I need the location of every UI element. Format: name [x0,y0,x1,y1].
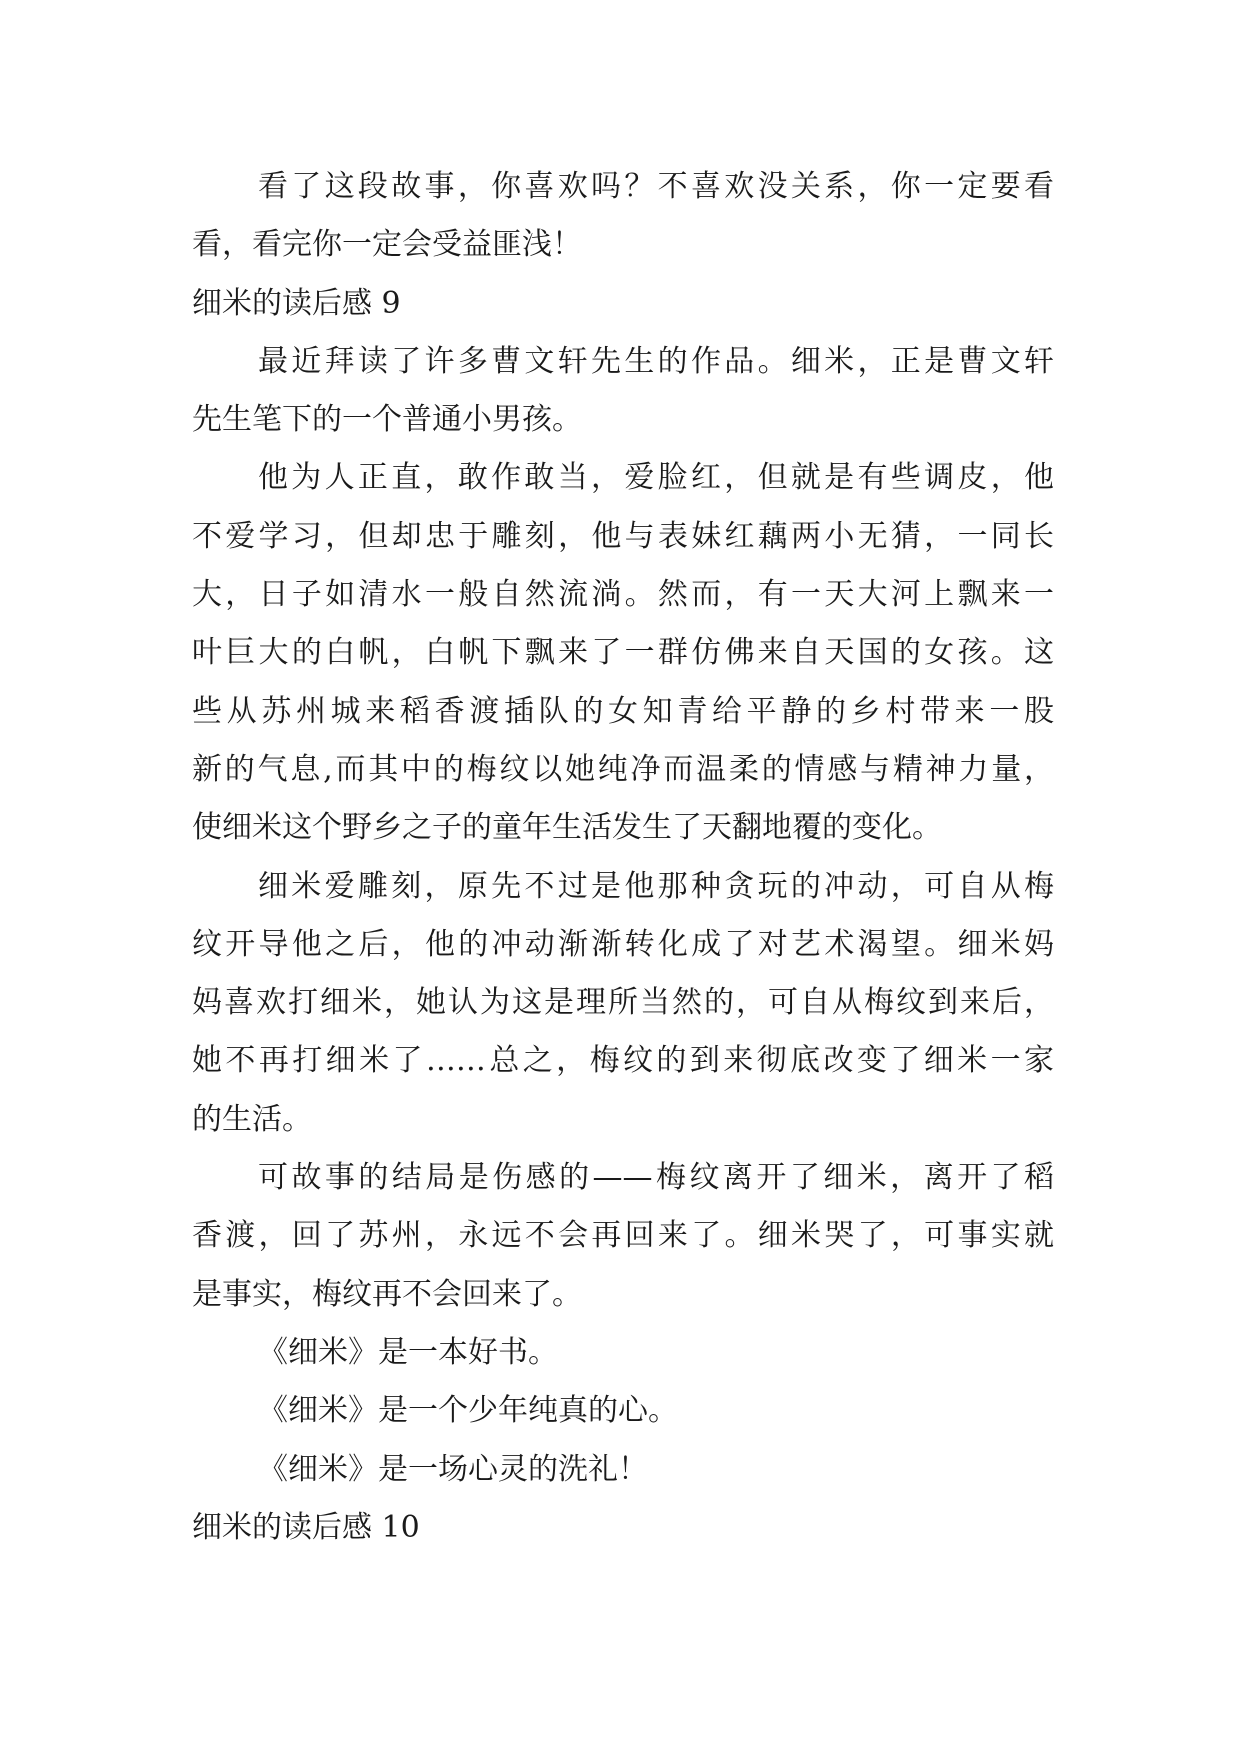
paragraph-line: 看，看完你一定会受益匪浅！ [192,227,582,263]
paragraph-line: 可故事的结局是伤感的——梅纹离开了细米，离开了稻 [258,1160,1054,1196]
paragraph-line: 《细米》是一场心灵的洗礼！ [258,1451,648,1487]
paragraph-line: 的生活。 [192,1101,312,1137]
document-page [192,158,1054,1557]
section-heading: 细米的读后感 10 [192,1509,420,1545]
paragraph-line: 些从苏州城来稻香渡插队的女知青给平静的乡村带来一股 [192,693,1054,729]
paragraph-line: 《细米》是一个少年纯真的心。 [258,1393,678,1429]
paragraph-line: 大，日子如清水一般自然流淌。然而，有一天大河上飘来一 [192,577,1054,613]
paragraph-line: 纹开导他之后，他的冲动渐渐转化成了对艺术渴望。细米妈 [192,926,1054,962]
section-heading: 细米的读后感 9 [192,285,401,321]
paragraph-line: 细米爱雕刻，原先不过是他那种贪玩的冲动，可自从梅 [258,868,1054,904]
paragraph-line: 最近拜读了许多曹文轩先生的作品。细米，正是曹文轩 [258,343,1054,379]
paragraph-line: 使细米这个野乡之子的童年生活发生了天翻地覆的变化。 [192,810,942,846]
paragraph-line: 叶巨大的白帆，白帆下飘来了一群仿佛来自天国的女孩。这 [192,635,1054,671]
paragraph-line: 妈喜欢打细米，她认为这是理所当然的，可自从梅纹到来后， [192,985,1054,1021]
paragraph-line: 《细米》是一本好书。 [258,1334,558,1370]
paragraph-line: 新的气息,而其中的梅纹以她纯净而温柔的情感与精神力量， [192,751,1054,787]
paragraph-line: 他为人正直，敢作敢当，爱脸红，但就是有些调皮，他 [258,460,1054,496]
paragraph-line: 是事实，梅纹再不会回来了。 [192,1276,582,1312]
paragraph-line: 她不再打细米了……总之，梅纹的到来彻底改变了细米一家 [192,1043,1054,1079]
paragraph-line: 不爱学习，但却忠于雕刻，他与表妹红藕两小无猜，一同长 [192,518,1054,554]
paragraph-line: 看了这段故事，你喜欢吗？不喜欢没关系，你一定要看 [258,169,1054,204]
paragraph-line: 香渡，回了苏州，永远不会再回来了。细米哭了，可事实就 [192,1218,1054,1254]
paragraph-line: 先生笔下的一个普通小男孩。 [192,402,582,438]
